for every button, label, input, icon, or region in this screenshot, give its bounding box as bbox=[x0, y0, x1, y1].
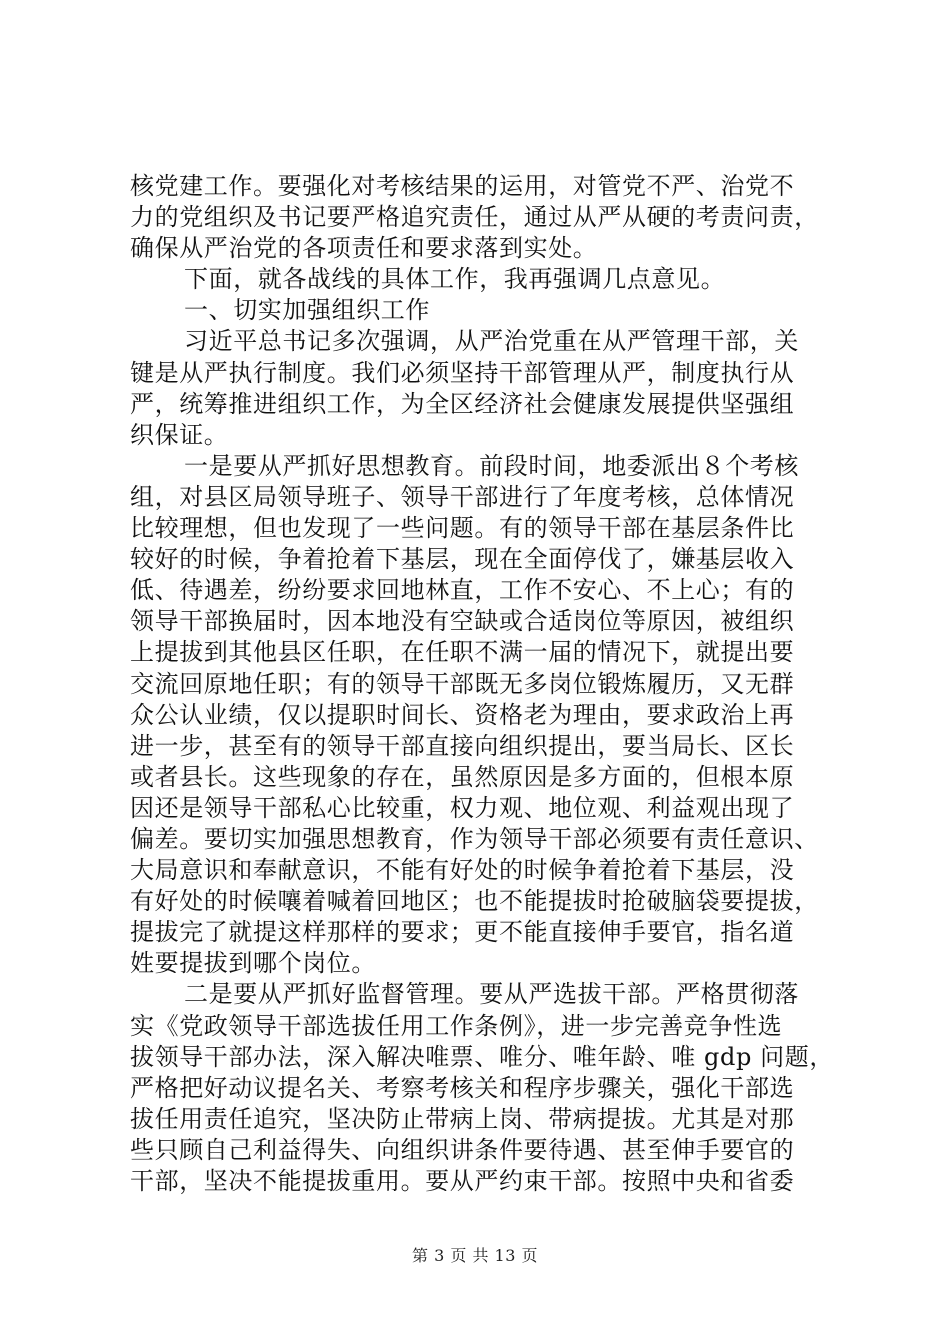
text-line: 拔任用责任追究，坚决防止带病上岗、带病提拔。尤其是对那 bbox=[130, 1104, 795, 1133]
text-line: 力的党组织及书记要严格追究责任，通过从严从硬的考责问责， bbox=[130, 203, 819, 232]
text-line: 习近平总书记多次强调，从严治党重在从严管理干部，关 bbox=[184, 327, 799, 356]
text-line: 下面，就各战线的具体工作，我再强调几点意见。 bbox=[184, 265, 726, 294]
text-line: 有好处的时候嚷着喊着回地区；也不能提拔时抢破脑袋要提拔， bbox=[130, 887, 819, 916]
text-line: 因还是领导干部私心比较重，权力观、地位观、利益观出现了 bbox=[130, 793, 795, 822]
text-line: 或者县长。这些现象的存在，虽然原因是多方面的，但根本原 bbox=[130, 762, 795, 791]
text-line: 键是从严执行制度。我们必须坚持干部管理从严，制度执行从 bbox=[130, 358, 795, 387]
text-line: 织保证。 bbox=[130, 420, 229, 449]
text-line: 二是要从严抓好监督管理。要从严选拔干部。严格贯彻落 bbox=[184, 980, 799, 1009]
text-line: 交流回原地任职；有的领导干部既无多岗位锻炼履历，又无群 bbox=[130, 669, 795, 698]
text-line: 进一步，甚至有的领导干部直接向组织提出，要当局长、区长 bbox=[130, 731, 795, 760]
text-line: 上提拔到其他县区任职，在任职不满一届的情况下，就提出要 bbox=[130, 638, 795, 667]
text-line: 众公认业绩，仅以提职时间长、资格老为理由，要求政治上再 bbox=[130, 700, 795, 729]
text-line: 偏差。要切实加强思想教育，作为领导干部必须要有责任意识、 bbox=[130, 824, 819, 853]
page-footer bbox=[0, 1243, 950, 1266]
text-line: 低、待遇差，纷纷要求回地林直，工作不安心、不上心；有的 bbox=[130, 576, 795, 605]
text-line: 一、切实加强组织工作 bbox=[184, 296, 430, 325]
text-line: 些只顾自己利益得失、向组织讲条件要待遇、甚至伸手要官的 bbox=[130, 1135, 795, 1164]
text-line: 确保从严治党的各项责任和要求落到实处。 bbox=[130, 234, 598, 263]
text-line: 较好的时候，争着抢着下基层，现在全面停伐了，嫌基层收入 bbox=[130, 545, 795, 574]
text-line: 拔领导干部办法，深入解决唯票、唯分、唯年龄、唯 gdp 问题， bbox=[130, 1042, 834, 1071]
text-line: 比较理想，但也发现了一些问题。有的领导干部在基层条件比 bbox=[130, 514, 795, 543]
text-line: 提拔完了就提这样那样的要求；更不能直接伸手要官，指名道 bbox=[130, 918, 795, 947]
text-line: 姓要提拔到哪个岗位。 bbox=[130, 949, 376, 978]
text-line: 核党建工作。要强化对考核结果的运用，对管党不严、治党不 bbox=[130, 172, 795, 200]
text-line: 大局意识和奉献意识，不能有好处的时候争着抢着下基层，没 bbox=[130, 856, 795, 885]
text-line: 实《党政领导干部选拔任用工作条例》，进一步完善竞争性选 bbox=[130, 1011, 783, 1040]
page-number: 第 3 页 共 13 页 bbox=[412, 1246, 538, 1265]
text-line: 一是要从严抓好思想教育。前段时间，地委派出８个考核 bbox=[184, 451, 799, 480]
text-line: 组，对县区局领导班子、领导干部进行了年度考核，总体情况 bbox=[130, 482, 795, 511]
text-line: 严格把好动议提名关、考察考核关和程序步骤关，强化干部选 bbox=[130, 1073, 795, 1102]
text-line: 严，统筹推进组织工作，为全区经济社会健康发展提供坚强组 bbox=[130, 389, 795, 418]
text-line: 干部，坚决不能提拔重用。要从严约束干部。按照中央和省委 bbox=[130, 1167, 795, 1195]
text-line: 领导干部换届时，因本地没有空缺或合适岗位等原因，被组织 bbox=[130, 607, 795, 636]
document-body bbox=[130, 171, 850, 1197]
